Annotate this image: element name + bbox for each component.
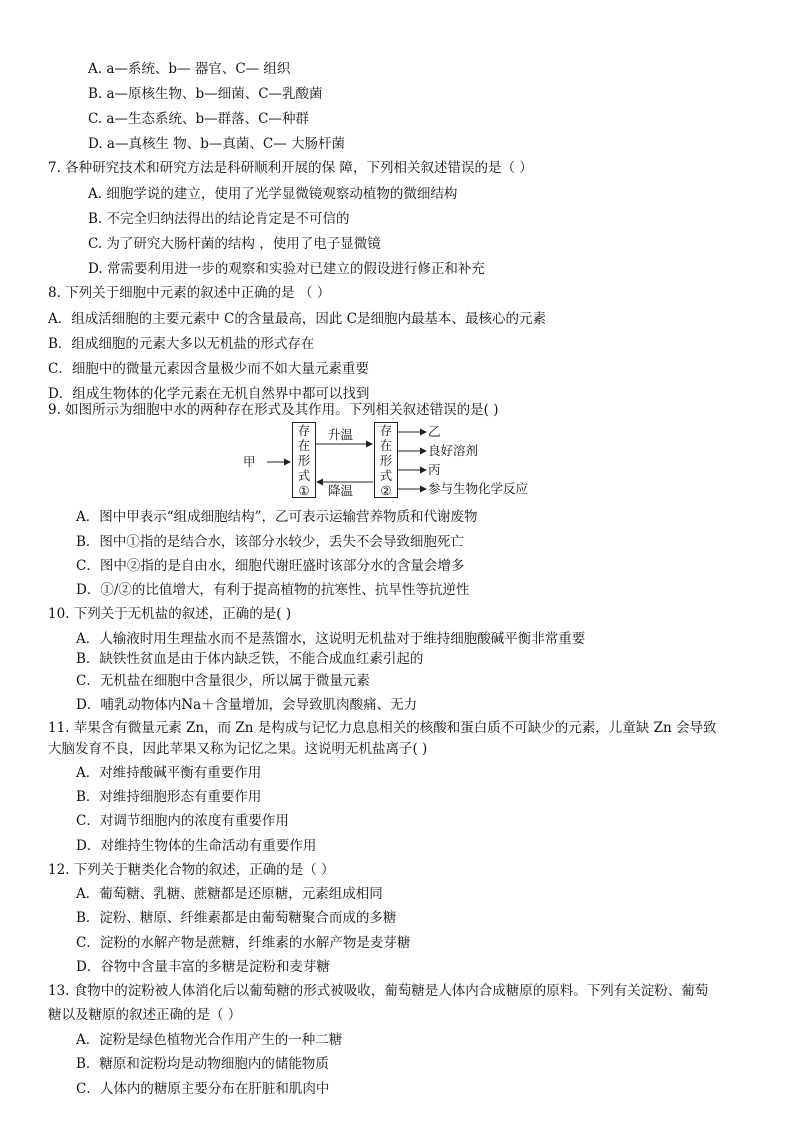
q11-option-b: B．对维持细胞形态有重要作用 <box>76 789 262 805</box>
q11-option-d: D．对维持生物体的生命活动有重要作用 <box>76 838 317 854</box>
q7-option-a: A. 细胞学说的建立，使用了光学显微镜观察动植物的微细结构 <box>88 186 458 202</box>
q12-option-b: B．淀粉、糖原、纤维素都是由葡萄糖聚合而成的多糖 <box>76 910 397 926</box>
diagram-output-yi: 乙 <box>428 424 441 439</box>
q11-stem-line2: 大脑发育不良，因此苹果又称为记忆之果。这说明无机盐离子( ) <box>48 741 428 757</box>
box-form-2: 存 在 形 式 ② <box>374 422 398 498</box>
q12-stem: 12. 下列关于糖类化合物的叙述，正确的是（ ） <box>48 862 335 878</box>
q10-option-c: C．无机盐在细胞中含量很少，所以属于微量元素 <box>76 673 370 689</box>
q9-option-c: C．图中②指的是自由水，细胞代谢旺盛时该部分水的含量会增多 <box>76 558 465 574</box>
q12-option-c: C．淀粉的水解产物是蔗糖，纤维素的水解产物是麦芽糖 <box>76 935 411 951</box>
diagram-label-cooling: 降温 <box>328 483 354 498</box>
q6-option-b: B. a—原核生物、b—细菌、C—乳酸菌 <box>88 86 323 102</box>
diagram-output-bing: 丙 <box>428 462 441 477</box>
q13-stem-line2: 糖以及糖原的叙述正确的是（ ） <box>48 1007 242 1023</box>
q11-option-c: C．对调节细胞内的浓度有重要作用 <box>76 813 289 829</box>
q9-option-b: B．图中①指的是结合水，该部分水较少，丢失不会导致细胞死亡 <box>76 534 464 550</box>
q9-option-a: A．图中甲表示“组成细胞结构”，乙可表示运输营养物质和代谢废物 <box>76 509 478 525</box>
q10-option-d: D．哺乳动物体内Na＋含量增加，会导致肌肉酸痛、无力 <box>76 697 418 713</box>
q9-option-d: D．①/②的比值增大，有利于提高植物的抗寒性、抗旱性等抗逆性 <box>76 582 470 598</box>
q12-option-d: D．谷物中含量丰富的多糖是淀粉和麦芽糖 <box>76 959 330 975</box>
q7-stem: 7. 各种研究技术和研究方法是科研顺利开展的保 障，下列相关叙述错误的是（ ） <box>48 160 533 176</box>
water-form-diagram <box>240 418 560 502</box>
q13-option-b: B．糖原和淀粉均是动物细胞内的储能物质 <box>76 1056 329 1072</box>
q8-option-b: B．组成细胞的元素大多以无机盐的形式存在 <box>48 336 315 352</box>
q10-option-b: B．缺铁性贫血是由于体内缺乏铁，不能合成血红素引起的 <box>76 651 424 667</box>
q13-option-a: A．淀粉是绿色植物光合作用产生的一种二糖 <box>76 1032 343 1048</box>
box-form-1: 存 在 形 式 ① <box>292 422 316 498</box>
q10-stem: 10. 下列关于无机盐的叙述，正确的是( ) <box>48 606 292 622</box>
diagram-output-solvent: 良好溶剂 <box>428 443 479 458</box>
q8-option-c: C．细胞中的微量元素因含量极少而不如大量元素重要 <box>48 361 369 377</box>
q6-option-d: D. a—真核生 物、b—真菌、C— 大肠杆菌 <box>88 136 346 152</box>
diagram-output-reaction: 参与生物化学反应 <box>428 481 529 496</box>
q12-option-a: A．葡萄糖、乳糖、蔗糖都是还原糖，元素组成相同 <box>76 886 383 902</box>
q7-option-b: B. 不完全归纳法得出的结论肯定是不可信的 <box>88 211 350 227</box>
q11-stem-line1: 11. 苹果含有微量元素 Zn，而 Zn 是构成与记忆力息息相关的核酸和蛋白质不可缺少的元素，儿童缺 Zn 会导致 <box>48 720 717 736</box>
q8-stem: 8. 下列关于细胞中元素的叙述中正确的是 （ ） <box>48 285 331 301</box>
diagram-label-warming: 升温 <box>328 427 354 442</box>
q6-option-c: C. a—生态系统、b—群落、C—种群 <box>88 111 309 127</box>
q10-option-a: A．人输液时用生理盐水而不是蒸馏水，这说明无机盐对于维持细胞酸碱平衡非常重要 <box>76 631 586 647</box>
q13-option-c: C．人体内的糖原主要分布在肝脏和肌肉中 <box>76 1081 330 1097</box>
q11-option-a: A．对维持酸碱平衡有重要作用 <box>76 765 262 781</box>
q9-stem: 9. 如图所示为细胞中水的两种存在形式及其作用。下列相关叙述错误的是( ) <box>48 402 499 418</box>
q7-option-d: D. 常需要利用进一步的观察和实验对已建立的假设进行修正和补充 <box>88 261 485 277</box>
q8-option-a: A．组成活细胞的主要元素中 C的含量最高，因此 C是细胞内最基本、最核心的元素 <box>48 311 546 327</box>
q13-stem-line1: 13. 食物中的淀粉被人体消化后以葡萄糖的形式被吸收，葡萄糖是人体内合成糖原的原料。下列有关淀粉、葡萄 <box>48 983 709 999</box>
q8-option-d: D．组成生物体的化学元素在无机自然界中都可以找到 <box>48 386 370 402</box>
q7-option-c: C. 为了研究大肠杆菌的结构 ，使用了电子显微镜 <box>88 236 381 252</box>
q6-option-a: A. a—系统、b— 器官、C— 组织 <box>88 61 291 77</box>
diagram-label-jia: 甲 <box>243 454 256 469</box>
